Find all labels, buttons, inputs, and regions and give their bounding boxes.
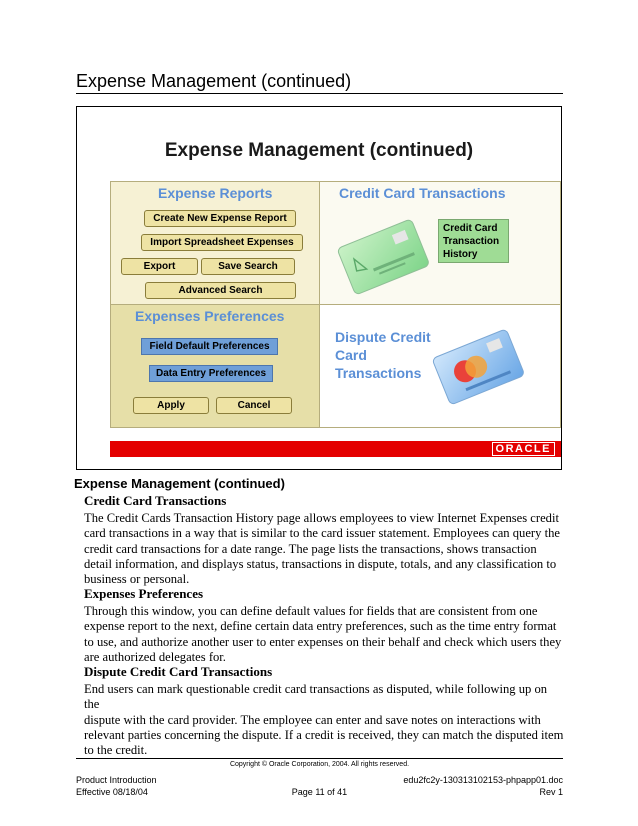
- text-line: dispute with the card provider. The employee can enter and save notes on interactions with: [84, 712, 541, 727]
- blue-credit-card-icon: [428, 316, 528, 414]
- dispute-line-1: Dispute Credit: [335, 329, 431, 345]
- text-line: business or personal.: [84, 572, 190, 587]
- subheading-credit-card: Credit Card Transactions: [84, 493, 227, 508]
- text-line: The Credit Cards Transaction History page allows employees to view Internet Expenses credit: [84, 511, 559, 525]
- dispute-line-3: Transactions: [335, 365, 422, 381]
- subheading-dispute: Dispute Credit Card Transactions: [84, 664, 273, 679]
- subheading-preferences: Expenses Preferences: [84, 586, 204, 601]
- apply-button[interactable]: Apply: [133, 397, 209, 414]
- footer-effective-date: Effective 08/18/04: [76, 787, 148, 797]
- field-default-preferences-button[interactable]: Field Default Preferences: [141, 338, 278, 355]
- oracle-logo: ORACLE: [492, 442, 555, 456]
- advanced-search-button[interactable]: Advanced Search: [145, 282, 296, 299]
- data-entry-preferences-button[interactable]: Data Entry Preferences: [149, 365, 273, 382]
- paragraph-credit-card: [84, 511, 564, 587]
- history-line-1: Credit Card: [443, 223, 498, 234]
- dispute-transactions-link[interactable]: [335, 328, 431, 382]
- export-button[interactable]: Export: [121, 258, 198, 275]
- text-line: card transactions in a way that is similar to the card issuer statement. Employees can query the: [84, 526, 560, 541]
- footer-filename: edu2fc2y-130313102153-phpapp01.doc: [403, 775, 563, 785]
- footer-product: Product Introduction: [76, 775, 157, 785]
- text-line: Through this window, you can define default values for fields that are consistent from one: [84, 604, 538, 618]
- green-credit-card-icon: [333, 210, 433, 302]
- expense-reports-heading: Expense Reports: [158, 185, 273, 201]
- history-line-3: History: [443, 249, 478, 260]
- text-line: to the credit.: [84, 743, 148, 758]
- footer-divider: [76, 758, 563, 759]
- create-expense-report-button[interactable]: Create New Expense Report: [144, 210, 296, 227]
- dispute-line-2: Card: [335, 347, 367, 363]
- text-line: to use, and authorize another user to enter expenses on their behalf and check which users they: [84, 634, 562, 649]
- title-divider: [76, 93, 563, 94]
- credit-card-history-link[interactable]: [438, 219, 509, 263]
- paragraph-preferences: [84, 604, 564, 665]
- history-line-2: Transaction: [443, 236, 500, 247]
- paragraph-dispute: [84, 682, 564, 758]
- slide-title: Expense Management (continued): [164, 140, 474, 161]
- import-spreadsheet-button[interactable]: Import Spreadsheet Expenses: [141, 234, 303, 251]
- section-heading: Expense Management (continued): [74, 476, 285, 491]
- text-line: credit card transactions for a date range. The page lists the transactions, shows transaction: [84, 541, 537, 556]
- page-title: Expense Management (continued): [76, 71, 352, 91]
- text-line: expense report to the next, define certain data entry preferences, such as the time entry format: [84, 619, 557, 634]
- text-line: detail information, and displays status, transactions in dispute, totals, and any classification to: [84, 556, 557, 571]
- preferences-heading: Expenses Preferences: [135, 308, 285, 324]
- oracle-banner: [110, 441, 561, 457]
- save-search-button[interactable]: Save Search: [201, 258, 295, 275]
- copyright-notice: Copyright © Oracle Corporation, 2004. All rights reserved.: [229, 761, 410, 768]
- page-number: Page 11 of 41: [291, 787, 348, 797]
- text-line: End users can mark questionable credit card transactions as disputed, while following up on the: [84, 682, 548, 712]
- credit-card-heading: Credit Card Transactions: [339, 185, 506, 201]
- text-line: are authorized delegates for.: [84, 649, 226, 664]
- cancel-button[interactable]: Cancel: [216, 397, 292, 414]
- text-line: relevant parties concerning the dispute. If a credit is received, they can match the disputed item: [84, 727, 564, 742]
- footer-revision: Rev 1: [539, 787, 563, 797]
